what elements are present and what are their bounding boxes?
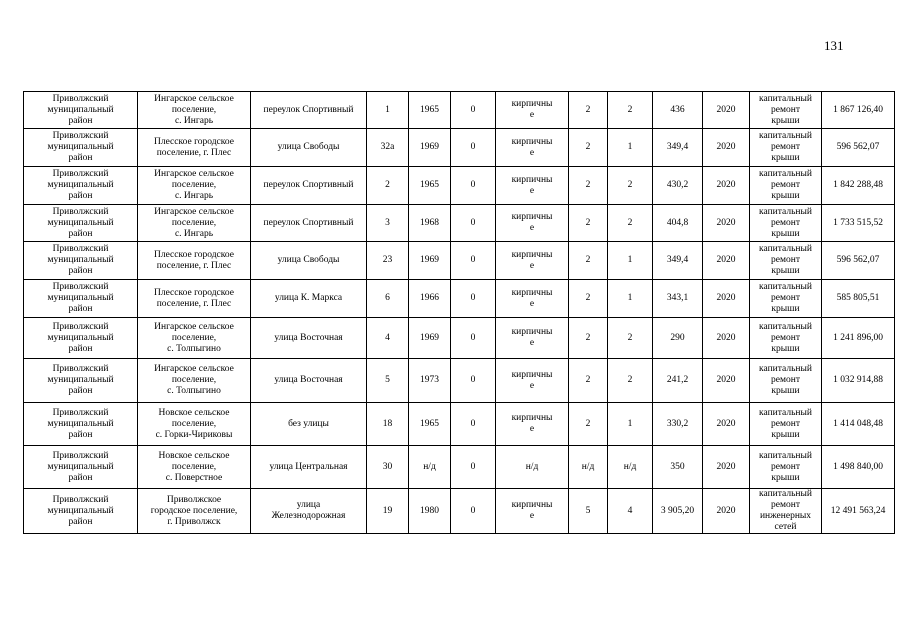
district-cell: Приволжский муниципальный район bbox=[24, 446, 138, 489]
wall-material-cell: кирпичны е bbox=[496, 359, 569, 403]
cost-cell: 596 562,07 bbox=[822, 129, 895, 167]
build-year-cell: 1969 bbox=[409, 318, 451, 359]
work-type-cell: капитальный ремонт крыши bbox=[750, 318, 822, 359]
table-row bbox=[24, 403, 895, 446]
entrances-cell: 1 bbox=[608, 129, 653, 167]
work-type-cell: капитальный ремонт крыши bbox=[750, 359, 822, 403]
area-cell: 343,1 bbox=[653, 280, 703, 318]
area-cell: 349,4 bbox=[653, 129, 703, 167]
district-cell: Приволжский муниципальный район bbox=[24, 318, 138, 359]
table-row bbox=[24, 359, 895, 403]
table-row bbox=[24, 167, 895, 205]
settlement-cell: Плесское городское поселение, г. Плес bbox=[138, 280, 251, 318]
settlement-cell: Плесское городское поселение, г. Плес bbox=[138, 129, 251, 167]
area-cell: 430,2 bbox=[653, 167, 703, 205]
build-year-cell: 1965 bbox=[409, 403, 451, 446]
page-number: 131 bbox=[824, 38, 844, 53]
house-number-cell: 5 bbox=[367, 359, 409, 403]
work-type-cell: капитальный ремонт крыши bbox=[750, 280, 822, 318]
settlement-cell: Ингарское сельское поселение, с. Толпыгино bbox=[138, 318, 251, 359]
street-cell: переулок Спортивный bbox=[251, 167, 367, 205]
settlement-cell: Плесское городское поселение, г. Плес bbox=[138, 242, 251, 280]
build-year-cell: 1968 bbox=[409, 205, 451, 242]
settlement-cell: Ингарское сельское поселение, с. Толпыгино bbox=[138, 359, 251, 403]
settlement-cell: Ингарское сельское поселение, с. Ингарь bbox=[138, 92, 251, 129]
table-row bbox=[24, 92, 895, 129]
area-cell: 241,2 bbox=[653, 359, 703, 403]
plan-year-cell: 2020 bbox=[703, 242, 750, 280]
floors-cell: 5 bbox=[569, 489, 608, 534]
zero-cell: 0 bbox=[451, 403, 496, 446]
cost-cell: 1 498 840,00 bbox=[822, 446, 895, 489]
house-number-cell: 19 bbox=[367, 489, 409, 534]
entrances-cell: 1 bbox=[608, 280, 653, 318]
work-type-cell: капитальный ремонт инженерных сетей bbox=[750, 489, 822, 534]
cost-cell: 12 491 563,24 bbox=[822, 489, 895, 534]
zero-cell: 0 bbox=[451, 205, 496, 242]
plan-year-cell: 2020 bbox=[703, 403, 750, 446]
district-cell: Приволжский муниципальный район bbox=[24, 280, 138, 318]
zero-cell: 0 bbox=[451, 167, 496, 205]
entrances-cell: 4 bbox=[608, 489, 653, 534]
floors-cell: 2 bbox=[569, 318, 608, 359]
table-row bbox=[24, 205, 895, 242]
wall-material-cell: кирпичны е bbox=[496, 205, 569, 242]
wall-material-cell: кирпичны е bbox=[496, 242, 569, 280]
floors-cell: 2 bbox=[569, 280, 608, 318]
build-year-cell: 1973 bbox=[409, 359, 451, 403]
district-cell: Приволжский муниципальный район bbox=[24, 167, 138, 205]
street-cell: без улицы bbox=[251, 403, 367, 446]
table-body bbox=[24, 92, 895, 534]
build-year-cell: 1965 bbox=[409, 92, 451, 129]
settlement-cell: Ингарское сельское поселение, с. Ингарь bbox=[138, 205, 251, 242]
build-year-cell: 1980 bbox=[409, 489, 451, 534]
cost-cell: 585 805,51 bbox=[822, 280, 895, 318]
plan-year-cell: 2020 bbox=[703, 446, 750, 489]
table-row bbox=[24, 129, 895, 167]
entrances-cell: 1 bbox=[608, 403, 653, 446]
street-cell: улица Железнодорожная bbox=[251, 489, 367, 534]
plan-year-cell: 2020 bbox=[703, 129, 750, 167]
entrances-cell: 2 bbox=[608, 205, 653, 242]
work-type-cell: капитальный ремонт крыши bbox=[750, 242, 822, 280]
zero-cell: 0 bbox=[451, 359, 496, 403]
area-cell: 330,2 bbox=[653, 403, 703, 446]
floors-cell: 2 bbox=[569, 403, 608, 446]
wall-material-cell: кирпичны е bbox=[496, 318, 569, 359]
cost-cell: 1 842 288,48 bbox=[822, 167, 895, 205]
wall-material-cell: кирпичны е bbox=[496, 92, 569, 129]
house-number-cell: 6 bbox=[367, 280, 409, 318]
street-cell: улица Центральная bbox=[251, 446, 367, 489]
plan-year-cell: 2020 bbox=[703, 280, 750, 318]
street-cell: переулок Спортивный bbox=[251, 205, 367, 242]
wall-material-cell: кирпичны е bbox=[496, 167, 569, 205]
table-row bbox=[24, 446, 895, 489]
zero-cell: 0 bbox=[451, 92, 496, 129]
plan-year-cell: 2020 bbox=[703, 92, 750, 129]
area-cell: 436 bbox=[653, 92, 703, 129]
house-number-cell: 18 bbox=[367, 403, 409, 446]
table-row bbox=[24, 318, 895, 359]
area-cell: 349,4 bbox=[653, 242, 703, 280]
floors-cell: 2 bbox=[569, 129, 608, 167]
house-number-cell: 3 bbox=[367, 205, 409, 242]
street-cell: улица Восточная bbox=[251, 318, 367, 359]
build-year-cell: 1969 bbox=[409, 129, 451, 167]
house-number-cell: 32а bbox=[367, 129, 409, 167]
plan-year-cell: 2020 bbox=[703, 205, 750, 242]
district-cell: Приволжский муниципальный район bbox=[24, 359, 138, 403]
cost-cell: 1 032 914,88 bbox=[822, 359, 895, 403]
zero-cell: 0 bbox=[451, 446, 496, 489]
house-number-cell: 2 bbox=[367, 167, 409, 205]
work-type-cell: капитальный ремонт крыши bbox=[750, 129, 822, 167]
work-type-cell: капитальный ремонт крыши bbox=[750, 205, 822, 242]
work-type-cell: капитальный ремонт крыши bbox=[750, 92, 822, 129]
zero-cell: 0 bbox=[451, 280, 496, 318]
floors-cell: 2 bbox=[569, 92, 608, 129]
street-cell: улица Восточная bbox=[251, 359, 367, 403]
plan-year-cell: 2020 bbox=[703, 167, 750, 205]
settlement-cell: Новское сельское поселение, с. Горки-Чириковы bbox=[138, 403, 251, 446]
table-row bbox=[24, 489, 895, 534]
settlement-cell: Приволжское городское поселение, г. Приволжск bbox=[138, 489, 251, 534]
settlement-cell: Ингарское сельское поселение, с. Ингарь bbox=[138, 167, 251, 205]
wall-material-cell: кирпичны е bbox=[496, 489, 569, 534]
cost-cell: 1 733 515,52 bbox=[822, 205, 895, 242]
entrances-cell: н/д bbox=[608, 446, 653, 489]
zero-cell: 0 bbox=[451, 489, 496, 534]
work-type-cell: капитальный ремонт крыши bbox=[750, 167, 822, 205]
entrances-cell: 2 bbox=[608, 92, 653, 129]
area-cell: 3 905,20 bbox=[653, 489, 703, 534]
build-year-cell: 1966 bbox=[409, 280, 451, 318]
floors-cell: 2 bbox=[569, 205, 608, 242]
entrances-cell: 2 bbox=[608, 359, 653, 403]
area-cell: 404,8 bbox=[653, 205, 703, 242]
build-year-cell: н/д bbox=[409, 446, 451, 489]
plan-year-cell: 2020 bbox=[703, 318, 750, 359]
house-number-cell: 30 bbox=[367, 446, 409, 489]
district-cell: Приволжский муниципальный район bbox=[24, 205, 138, 242]
district-cell: Приволжский муниципальный район bbox=[24, 92, 138, 129]
cost-cell: 596 562,07 bbox=[822, 242, 895, 280]
zero-cell: 0 bbox=[451, 318, 496, 359]
area-cell: 350 bbox=[653, 446, 703, 489]
plan-year-cell: 2020 bbox=[703, 489, 750, 534]
district-cell: Приволжский муниципальный район bbox=[24, 242, 138, 280]
floors-cell: 2 bbox=[569, 242, 608, 280]
floors-cell: 2 bbox=[569, 167, 608, 205]
entrances-cell: 1 bbox=[608, 242, 653, 280]
wall-material-cell: кирпичны е bbox=[496, 403, 569, 446]
build-year-cell: 1965 bbox=[409, 167, 451, 205]
area-cell: 290 bbox=[653, 318, 703, 359]
table-row bbox=[24, 242, 895, 280]
house-number-cell: 4 bbox=[367, 318, 409, 359]
cost-cell: 1 414 048,48 bbox=[822, 403, 895, 446]
entrances-cell: 2 bbox=[608, 318, 653, 359]
wall-material-cell: кирпичны е bbox=[496, 280, 569, 318]
floors-cell: 2 bbox=[569, 359, 608, 403]
district-cell: Приволжский муниципальный район bbox=[24, 403, 138, 446]
house-number-cell: 23 bbox=[367, 242, 409, 280]
house-number-cell: 1 bbox=[367, 92, 409, 129]
table-row bbox=[24, 280, 895, 318]
district-cell: Приволжский муниципальный район bbox=[24, 129, 138, 167]
street-cell: улица Свободы bbox=[251, 242, 367, 280]
cost-cell: 1 241 896,00 bbox=[822, 318, 895, 359]
street-cell: улица Свободы bbox=[251, 129, 367, 167]
housing-repair-table bbox=[23, 91, 895, 534]
cost-cell: 1 867 126,40 bbox=[822, 92, 895, 129]
wall-material-cell: н/д bbox=[496, 446, 569, 489]
work-type-cell: капитальный ремонт крыши bbox=[750, 403, 822, 446]
entrances-cell: 2 bbox=[608, 167, 653, 205]
plan-year-cell: 2020 bbox=[703, 359, 750, 403]
wall-material-cell: кирпичны е bbox=[496, 129, 569, 167]
zero-cell: 0 bbox=[451, 129, 496, 167]
district-cell: Приволжский муниципальный район bbox=[24, 489, 138, 534]
zero-cell: 0 bbox=[451, 242, 496, 280]
street-cell: улица К. Маркса bbox=[251, 280, 367, 318]
work-type-cell: капитальный ремонт крыши bbox=[750, 446, 822, 489]
build-year-cell: 1969 bbox=[409, 242, 451, 280]
settlement-cell: Новское сельское поселение, с. Поверстное bbox=[138, 446, 251, 489]
floors-cell: н/д bbox=[569, 446, 608, 489]
street-cell: переулок Спортивный bbox=[251, 92, 367, 129]
